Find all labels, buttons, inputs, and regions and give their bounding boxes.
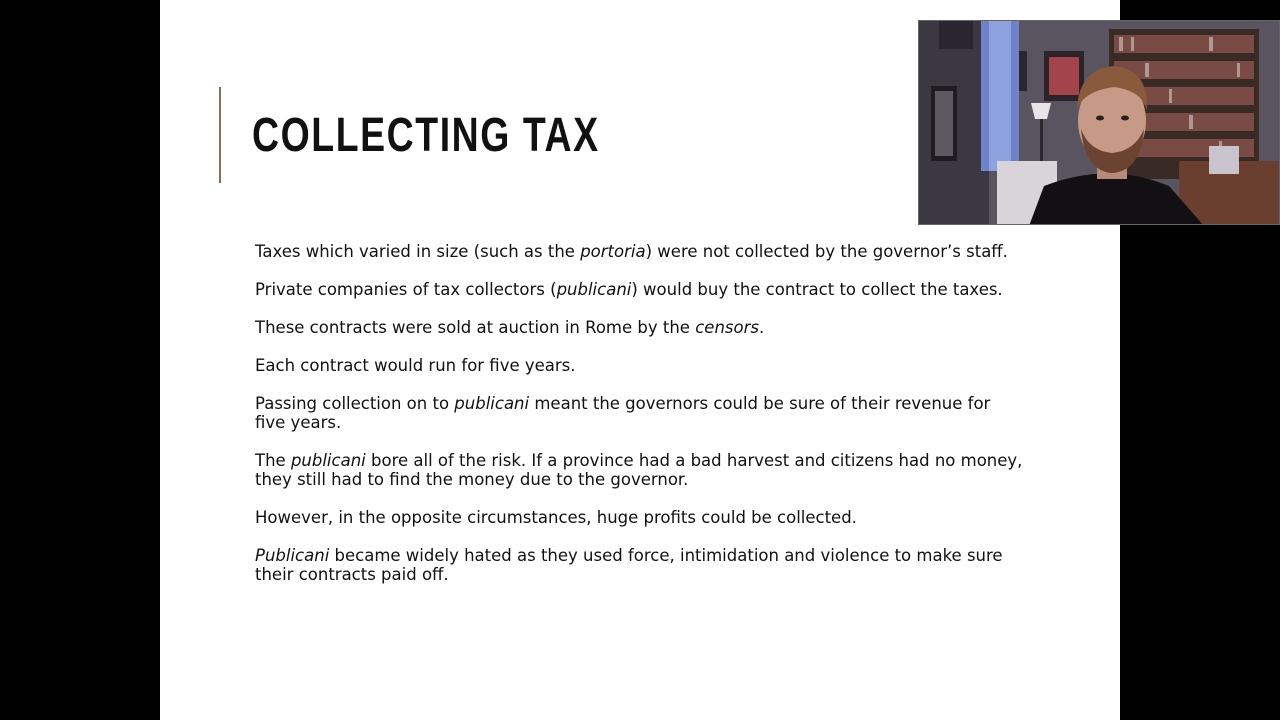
bullet-list <box>255 242 1025 603</box>
bullet-text: . <box>758 318 765 337</box>
bullet-paragraph <box>255 546 1025 584</box>
bullet-text: Taxes which varied in size (such as the <box>255 242 581 261</box>
bullet-text: meant the governors could be sure of their revenue for five years. <box>255 394 991 432</box>
bullet-text: Passing collection on to <box>255 394 455 413</box>
title-accent-rule <box>219 87 221 183</box>
bullet-paragraph <box>255 356 1025 375</box>
bullet-paragraph <box>255 318 1025 337</box>
bullet-paragraph <box>255 280 1025 299</box>
bullet-text: became widely hated as they used force, intimidation and violence to make sure their contracts paid off. <box>255 546 1003 584</box>
presenter-webcam-video <box>918 20 1280 225</box>
bullet-text: These contracts were sold at auction in Rome by the <box>255 318 696 337</box>
bullet-text: Private companies of tax collectors ( <box>255 280 557 299</box>
italic-term: publicani <box>556 280 632 299</box>
bullet-paragraph <box>255 242 1025 261</box>
slide-title: COLLECTING TAX <box>252 109 600 162</box>
bullet-text: However, in the opposite circumstances, huge profits could be collected. <box>255 508 857 527</box>
bullet-text: bore all of the risk. If a province had a bad harvest and citizens had no money, they still had to find the money due to the governor. <box>255 451 1023 489</box>
italic-term: censors <box>695 318 759 337</box>
bullet-paragraph <box>255 394 1025 432</box>
bullet-text: ) were not collected by the governor’s staff. <box>645 242 1008 261</box>
bullet-text: ) would buy the contract to collect the taxes. <box>631 280 1003 299</box>
bullet-paragraph <box>255 451 1025 489</box>
italic-term: publicani <box>454 394 530 413</box>
bullet-text: Each contract would run for five years. <box>255 356 576 375</box>
bullet-paragraph <box>255 508 1025 527</box>
italic-term: publicani <box>290 451 366 470</box>
bullet-text: The <box>255 451 291 470</box>
italic-term: portoria <box>580 242 646 261</box>
italic-term: Publicani <box>255 546 330 565</box>
